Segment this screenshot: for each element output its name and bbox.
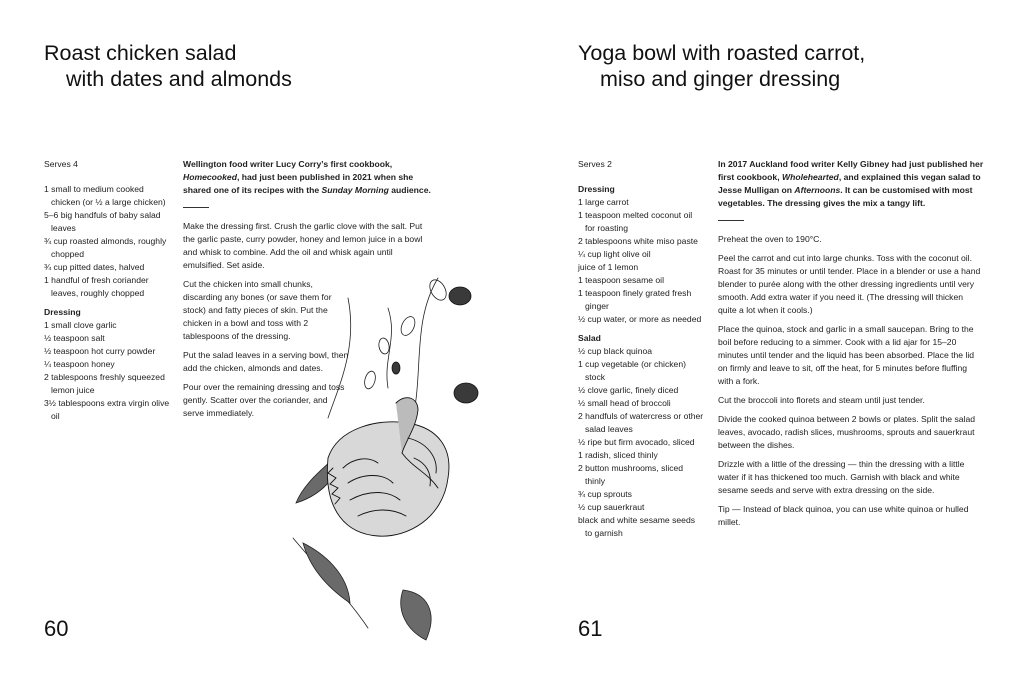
ingredient-item: 3½ tablespoons extra virgin olive oil xyxy=(44,398,170,421)
almond-icon xyxy=(363,370,377,390)
method-step: Peel the carrot and cut into large chunks. Toss with the coconut oil. Roast for 35 minutes or until tender. Place in a blender or use a hand blender to purée along with the other dressing ingredients until very smooth. Add extra water if you need it. (The dressing will thicken quite a lot when it cools.) xyxy=(718,253,981,315)
book-title: Homecooked xyxy=(183,172,237,182)
ingredients-list xyxy=(44,158,170,423)
roast-chicken-illustration xyxy=(288,268,488,648)
date-icons xyxy=(392,287,478,403)
method-step: Cut the chicken into small chunks, discarding any bones (or save them for stock) and fatty pieces of skin. Put the chicken in a bowl and toss with 2 tablespoons of the dressing. xyxy=(183,279,332,341)
divider xyxy=(718,220,744,221)
method-step: Drizzle with a little of the dressing — thin the dressing with a little water if it has thickened too much. Garnish with black and white sesame seeds and serve with extra dressing on the side. xyxy=(718,459,965,495)
ingredient-item: 5–6 big handfuls of baby salad leaves xyxy=(44,210,161,233)
almond-icon xyxy=(398,314,417,337)
ingredient-item: 1 small clove garlic xyxy=(44,320,117,330)
ingredients-dressing xyxy=(578,196,704,326)
ingredient-item: 2 handfuls of watercress or other salad leaves xyxy=(578,411,704,434)
leaf-icon xyxy=(401,590,431,640)
ingredient-item: ¾ cup roasted almonds, roughly chopped xyxy=(44,236,167,259)
date-icon xyxy=(392,362,400,374)
title-line-1: Yoga bowl with roasted carrot, xyxy=(578,41,866,65)
ingredient-item: ½ cup sauerkraut xyxy=(578,502,645,512)
date-icon xyxy=(454,383,478,403)
ingredient-item: 1 cup vegetable (or chicken) stock xyxy=(578,359,686,382)
date-icon xyxy=(449,287,471,305)
ingredient-item: 1 radish, sliced thinly xyxy=(578,450,658,460)
divider xyxy=(183,207,209,208)
show-title: Afternoons xyxy=(794,185,841,195)
recipe-title xyxy=(578,40,865,92)
dressing-heading: Dressing xyxy=(578,184,615,194)
page-number: 61 xyxy=(578,616,603,641)
show-title: Sunday Morning xyxy=(321,185,389,195)
method-column xyxy=(718,158,984,535)
ingredients-list xyxy=(578,158,704,540)
intro-text: , had just been published in 2021 when she shared one of its recipes with the xyxy=(183,172,414,195)
recipe-intro xyxy=(718,158,984,210)
intro-text: , and explained this vegan salad to Jesse Mulligan on xyxy=(718,172,981,195)
ingredient-item: 2 tablespoons white miso paste xyxy=(578,236,698,246)
dressing-heading: Dressing xyxy=(44,307,81,317)
ingredient-item: 1 teaspoon finely grated fresh ginger xyxy=(578,288,692,311)
almond-icon xyxy=(426,277,449,303)
method-step: Put the salad leaves in a serving bowl, then add the chicken, almonds and dates. xyxy=(183,350,349,373)
recipe-title xyxy=(44,40,292,92)
method-step: Place the quinoa, stock and garlic in a small saucepan. Bring to the boil before reducing to a simmer. Cook with a lid ajar for 15–20 minutes until tender and the liquid has been absorbed. Place the lid on firmly and leave to sit, off the heat, for 5 minutes before fluffing with a fork. xyxy=(718,324,975,386)
method-step: Preheat the oven to 190°C. xyxy=(718,234,822,244)
intro-text: Wellington food writer Lucy Corry’s first cookbook, xyxy=(183,159,393,169)
ingredient-item: ½ cup water, or more as needed xyxy=(578,314,702,324)
ingredient-item: 1 handful of fresh coriander leaves, roughly chopped xyxy=(44,275,149,298)
ingredient-item: ½ clove garlic, finely diced xyxy=(578,385,679,395)
almond-icons xyxy=(363,277,450,390)
ingredient-item: ¼ teaspoon honey xyxy=(44,359,115,369)
method-step: Pour over the remaining dressing and toss gently. Scatter over the coriander, and serve immediately. xyxy=(183,382,345,418)
almond-icon xyxy=(378,337,391,354)
method-step: Cut the broccoli into florets and steam until just tender. xyxy=(718,395,925,405)
ingredient-item: ½ ripe but firm avocado, sliced xyxy=(578,437,695,447)
ingredients-dressing xyxy=(44,319,170,423)
ingredient-item: 1 teaspoon sesame oil xyxy=(578,275,664,285)
book-title: Wholehearted xyxy=(781,172,839,182)
title-line-2: with dates and almonds xyxy=(66,67,292,91)
right-page xyxy=(512,0,1024,674)
method-step: Divide the cooked quinoa between 2 bowls or plates. Split the salad leaves, avocado, radish slices, mushrooms, sprouts and sauerkraut between the dishes. xyxy=(718,414,976,450)
stem-line xyxy=(328,298,351,418)
title-line-1: Roast chicken salad xyxy=(44,41,237,65)
ingredient-item: 1 small to medium cooked chicken (or ½ a large chicken) xyxy=(44,184,166,207)
leaf-icon xyxy=(303,543,350,603)
ingredient-item: ½ teaspoon hot curry powder xyxy=(44,346,156,356)
ingredient-item: ½ small head of broccoli xyxy=(578,398,671,408)
ingredient-item: ¾ cup sprouts xyxy=(578,489,632,499)
intro-text: audience. xyxy=(388,185,431,195)
ingredient-item: ½ teaspoon salt xyxy=(44,333,105,343)
recipe-intro xyxy=(183,158,433,197)
serves-label: Serves 4 xyxy=(44,159,78,169)
ingredient-item: ½ cup black quinoa xyxy=(578,346,653,356)
ingredients-salad xyxy=(578,345,704,540)
method-step: Make the dressing first. Crush the garlic clove with the salt. Put the garlic paste, curry powder, honey and lemon juice in a bowl and whisk to combine. Add the oil and whisk again until emulsified. Set aside. xyxy=(183,221,423,270)
title-line-2: miso and ginger dressing xyxy=(600,67,841,91)
intro-text: In 2017 Auckland food writer Kelly Gibney had just published her first cookbook, xyxy=(718,159,984,182)
ingredients-main xyxy=(44,183,170,300)
intro-text: . It can be customised with most vegetables. The dressing gives the mix a tangy lift. xyxy=(718,185,973,208)
ingredient-item: ¾ cup pitted dates, halved xyxy=(44,262,145,272)
ingredient-item: ¼ cup light olive oil xyxy=(578,249,651,259)
serves-label: Serves 2 xyxy=(578,159,612,169)
tip-text: Tip — Instead of black quinoa, you can use white quinoa or hulled millet. xyxy=(718,504,969,527)
ingredient-item: juice of 1 lemon xyxy=(578,262,639,272)
ingredient-item: 1 teaspoon melted coconut oil for roasting xyxy=(578,210,693,233)
ingredient-item: 1 large carrot xyxy=(578,197,629,207)
salad-heading: Salad xyxy=(578,333,601,343)
roast-chicken-icon xyxy=(327,398,449,536)
page-number: 60 xyxy=(44,616,69,641)
ingredient-item: 2 button mushrooms, sliced thinly xyxy=(578,463,684,486)
ingredient-item: black and white sesame seeds to garnish xyxy=(578,515,696,538)
ingredient-item: 2 tablespoons freshly squeezed lemon juice xyxy=(44,372,165,395)
